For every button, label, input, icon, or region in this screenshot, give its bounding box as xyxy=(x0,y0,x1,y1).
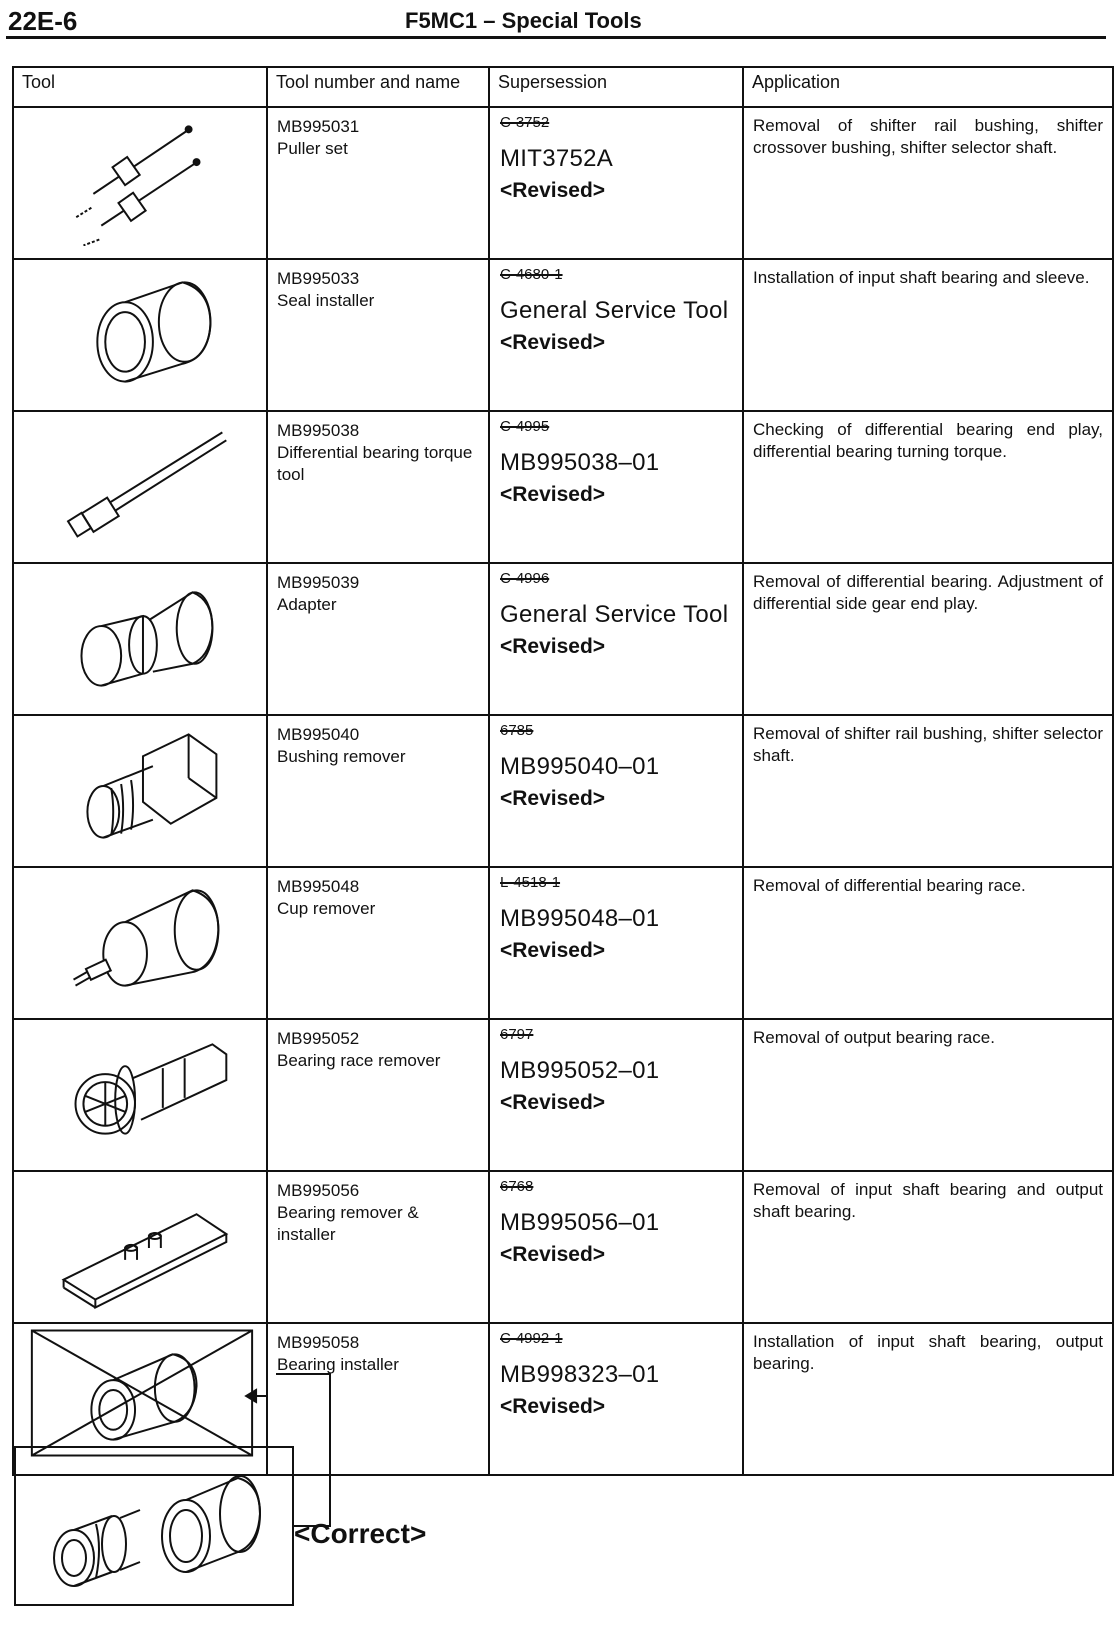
application-text: Installation of input shaft bearing, output bearing. xyxy=(753,1332,1103,1373)
revised-label: <Revised> xyxy=(500,787,606,810)
cup-remover-icon xyxy=(13,867,267,1019)
table-row xyxy=(13,411,1113,563)
tool-name: Differential bearing torque tool xyxy=(277,443,473,484)
tool-name: Puller set xyxy=(277,139,348,158)
application-text: Removal of output bearing race. xyxy=(753,1028,995,1047)
special-tools-table xyxy=(12,66,1114,1476)
application-text: Removal of differential bearing race. xyxy=(753,876,1026,895)
table-row xyxy=(13,715,1113,867)
revised-label: <Revised> xyxy=(500,483,606,506)
application-text: Removal of shifter rail bushing, shifter selector shaft. xyxy=(753,724,1103,765)
application-text: Removal of input shaft bearing and output shaft bearing. xyxy=(753,1180,1103,1221)
old-tool-number: C-4992-1 xyxy=(500,1330,563,1347)
tool-number: MB995052 xyxy=(277,1029,360,1048)
bearing-remover-installer-icon xyxy=(13,1171,267,1323)
table-row xyxy=(13,107,1113,259)
old-tool-number: 6797 xyxy=(500,1026,534,1043)
column-header-tool: Tool xyxy=(13,67,267,107)
puller-set-icon xyxy=(13,107,267,259)
table-row xyxy=(13,259,1113,411)
correct-tool-image xyxy=(14,1446,294,1606)
revised-label: <Revised> xyxy=(500,1091,606,1114)
tool-name: Bearing installer xyxy=(277,1355,399,1374)
column-header-application: Application xyxy=(743,67,1113,107)
application-text: Checking of differential bearing end play, differential bearing turning torque. xyxy=(753,420,1103,461)
tool-name: Seal installer xyxy=(277,291,375,310)
new-tool-number: MB995038–01 xyxy=(500,449,660,476)
table-row xyxy=(13,867,1113,1019)
revised-label: <Revised> xyxy=(500,939,606,962)
table-row xyxy=(13,1019,1113,1171)
new-tool-number: MB995048–01 xyxy=(500,905,660,932)
revised-label: <Revised> xyxy=(500,331,606,354)
revised-label: <Revised> xyxy=(500,1395,606,1418)
old-tool-number: 6785 xyxy=(500,722,534,739)
header-rule xyxy=(6,36,1106,39)
correct-label: <Correct> xyxy=(294,1518,427,1549)
page-title: F5MC1 – Special Tools xyxy=(405,8,642,33)
new-tool-number: MB995056–01 xyxy=(500,1209,660,1236)
tool-number: MB995033 xyxy=(277,269,360,288)
new-tool-number: General Service Tool xyxy=(500,297,729,324)
revised-label: <Revised> xyxy=(500,635,606,658)
application-text: Removal of differential bearing. Adjustment of differential side gear end play. xyxy=(753,572,1103,613)
tool-number: MB995058 xyxy=(277,1333,360,1352)
table-row xyxy=(13,1171,1113,1323)
new-tool-number: MIT3752A xyxy=(500,145,614,172)
bushing-remover-icon xyxy=(13,715,267,867)
column-header-tool-number: Tool number and name xyxy=(267,67,489,107)
new-tool-number: MB995052–01 xyxy=(500,1057,660,1084)
tool-number: MB995039 xyxy=(277,573,360,592)
revised-label: <Revised> xyxy=(500,179,606,202)
tool-name: Bearing race remover xyxy=(277,1051,441,1070)
bearing-race-remover-icon xyxy=(13,1019,267,1171)
application-text: Removal of shifter rail bushing, shifter crossover bushing, shifter selector shaft. xyxy=(753,116,1103,157)
page-number: 22E-6 xyxy=(8,6,78,36)
old-tool-number: C-4995 xyxy=(500,418,550,435)
old-tool-number: C-4996 xyxy=(500,570,550,587)
table-row xyxy=(13,563,1113,715)
old-tool-number: C-4680-1 xyxy=(500,266,563,283)
tool-name: Adapter xyxy=(277,595,337,614)
tool-number: MB995038 xyxy=(277,421,360,440)
tool-name: Cup remover xyxy=(277,899,376,918)
table-header-row xyxy=(13,67,1113,107)
new-tool-number: General Service Tool xyxy=(500,601,729,628)
torque-tool-icon xyxy=(13,411,267,563)
column-header-supersession: Supersession xyxy=(489,67,743,107)
new-tool-number: MB998323–01 xyxy=(500,1361,660,1388)
old-tool-number: 6768 xyxy=(500,1178,534,1195)
tool-name: Bushing remover xyxy=(277,747,406,766)
tool-number: MB995048 xyxy=(277,877,360,896)
new-tool-number: MB995040–01 xyxy=(500,753,660,780)
adapter-icon xyxy=(13,563,267,715)
seal-installer-icon xyxy=(13,259,267,411)
revised-label: <Revised> xyxy=(500,1243,606,1266)
tool-number: MB995056 xyxy=(277,1181,360,1200)
old-tool-number: C-3752 xyxy=(500,114,550,131)
tool-number: MB995031 xyxy=(277,117,360,136)
tool-name: Bearing remover & installer xyxy=(277,1203,419,1244)
old-tool-number: L-4518-1 xyxy=(500,874,561,891)
application-text: Installation of input shaft bearing and sleeve. xyxy=(753,268,1090,287)
tool-number: MB995040 xyxy=(277,725,360,744)
